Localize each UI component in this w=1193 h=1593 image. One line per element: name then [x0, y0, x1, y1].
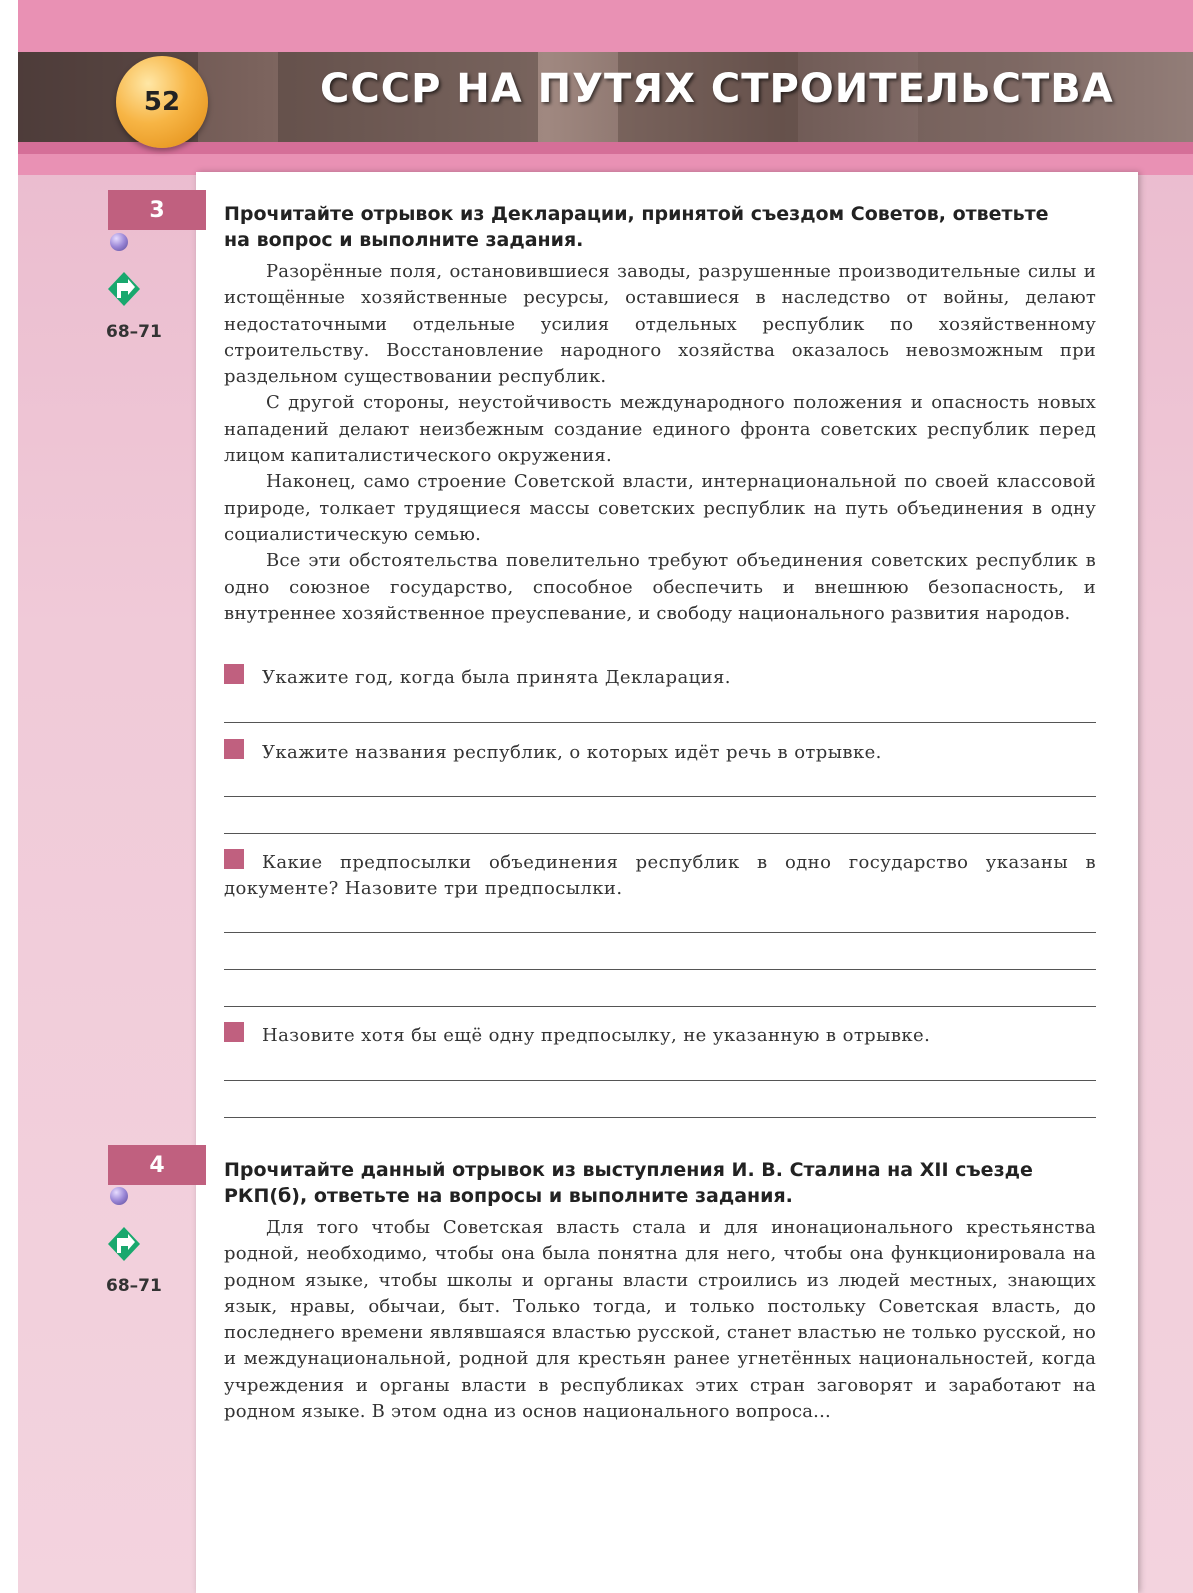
- task-number-4: 4: [108, 1145, 206, 1185]
- answer-line[interactable]: [224, 1117, 1096, 1118]
- bullet-square-icon: [224, 849, 244, 869]
- bullet-square-icon: [224, 1022, 244, 1042]
- question-text: Укажите год, когда была принята Декларация.: [262, 667, 731, 688]
- ball-icon: [110, 1187, 128, 1205]
- page-edge: [0, 0, 18, 1593]
- answer-line[interactable]: [224, 932, 1096, 933]
- page-number-badge: 52: [116, 56, 208, 148]
- answer-line[interactable]: [224, 1080, 1096, 1081]
- bullet-square-icon: [224, 739, 244, 759]
- excerpt-paragraph: Разорённые поля, остановившиеся заводы, разрушенные производительные силы и истощённые хозяйственные ресурсы, оставшиеся в наследство от войны, делают недостаточными отдельные усилия отдельных республик по хозяйственному строительству. Восстановление народного хозяйства оказалось невозможным при раздельном существовании республик.: [224, 261, 1096, 388]
- answer-line[interactable]: [224, 722, 1096, 723]
- answer-line[interactable]: [224, 833, 1096, 834]
- bullet-square-icon: [224, 664, 244, 684]
- excerpt-paragraph: Наконец, само строение Советской власти, интернациональной по своей классовой природе, толкает трудящиеся массы советских республик на путь объединения в одну социалистическую семью.: [224, 471, 1096, 545]
- question-item: [224, 739, 1096, 766]
- document-excerpt: [224, 1215, 1096, 1425]
- pages-reference: 68–71: [106, 1276, 162, 1296]
- question-item: [224, 849, 1096, 902]
- chapter-title: СССР НА ПУТЯХ СТРОИТЕЛЬСТВА: [320, 66, 1114, 112]
- pages-reference: 68–71: [106, 322, 162, 342]
- question-item: [224, 664, 1096, 691]
- task-heading: Прочитайте отрывок из Декларации, принятой съездом Советов, ответьте на вопрос и выполните задания.: [224, 203, 1049, 251]
- ball-icon: [110, 233, 128, 251]
- green-arrow-icon: [106, 270, 142, 308]
- excerpt-paragraph: Для того чтобы Советская власть стала и для инонационального крестьянства родной, необходимо, чтобы она была понятна для него, чтобы она функционировала на родном языке, чтобы школы и органы власти строились из людей местных, знающих язык, нравы, обычаи, быт. Только тогда, и только постольку Советская власть, до последнего времени являвшаяся властью русской, станет властью не только русской, но и междунациональной, родной для крестьян ранее угнетённых национальностей, когда учреждения и органы власти в республиках этих стран заговорят и заработают на родном языке. В этом одна из основ национального вопроса...: [224, 1217, 1096, 1423]
- question-item: [224, 1022, 1096, 1049]
- excerpt-paragraph: Все эти обстоятельства повелительно требуют объединения советских республик в одно союзное государство, способное обеспечить и внешнюю безопасность, и внутреннее хозяйственное преуспевание, и свободу национального развития народов.: [224, 550, 1096, 624]
- excerpt-paragraph: С другой стороны, неустойчивость международного положения и опасность новых нападений делают неизбежным создание единого фронта советских республик перед лицом капиталистического окружения.: [224, 392, 1096, 467]
- document-excerpt: [224, 259, 1096, 627]
- task-heading: Прочитайте данный отрывок из выступления И. В. Сталина на XII съезде РКП(б), ответьте на вопросы и выполните задания.: [224, 1159, 1033, 1207]
- answer-line[interactable]: [224, 796, 1096, 797]
- answer-line[interactable]: [224, 1006, 1096, 1007]
- question-text: Какие предпосылки объединения республик в одно государство указаны в документе? Назовите три предпосылки.: [224, 852, 1096, 899]
- banner-band: [18, 142, 1193, 154]
- question-text: Укажите названия республик, о которых идёт речь в отрывке.: [262, 742, 882, 763]
- answer-line[interactable]: [224, 969, 1096, 970]
- task-number-3: 3: [108, 190, 206, 230]
- green-arrow-icon: [106, 1225, 142, 1263]
- question-text: Назовите хотя бы ещё одну предпосылку, не указанную в отрывке.: [262, 1025, 931, 1046]
